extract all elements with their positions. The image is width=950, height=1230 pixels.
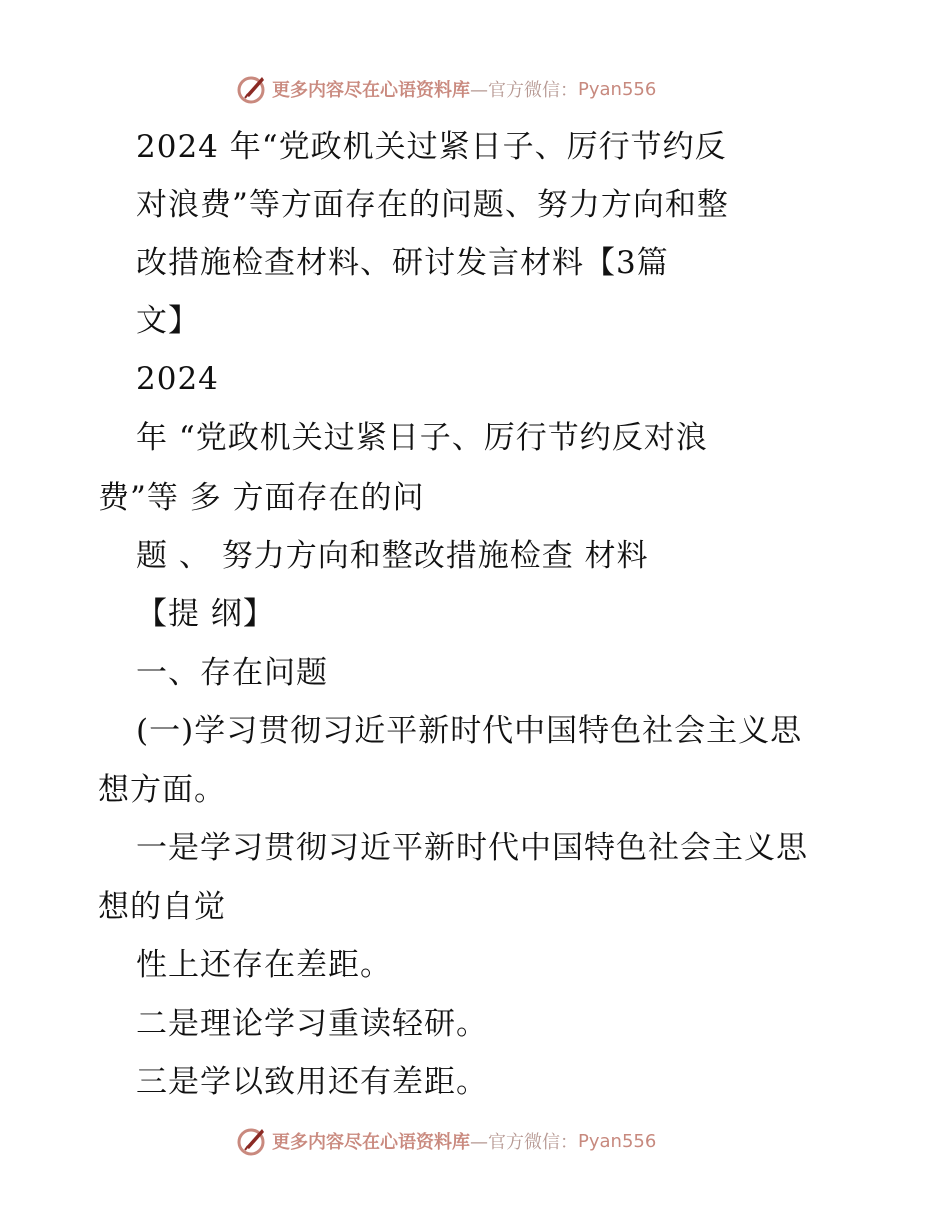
title-line-1: 2024 年“党政机关过紧日子、厉行节约反 — [136, 129, 727, 165]
watermark-separator: —官方微信： — [470, 1132, 578, 1153]
point-1-cont-2: 性上还存在差距。 — [136, 947, 392, 983]
quill-logo-icon — [236, 73, 268, 105]
title-line-4: 文】 — [136, 303, 200, 339]
watermark-wechat-id: Pyan556 — [578, 1130, 657, 1152]
point-3: 三是学以致用还有差距。 — [136, 1064, 488, 1100]
point-1-cont: 想的自觉 — [98, 889, 226, 925]
outline-heading: 【提 纲】 — [136, 596, 275, 632]
watermark-separator: —官方微信： — [470, 80, 578, 101]
subtitle-line-1: 2024 — [136, 361, 219, 397]
title-line-3: 改措施检查材料、研讨发言材料【3篇 — [136, 245, 669, 281]
watermark-text: 更多内容尽在心语资料库 — [272, 1132, 470, 1153]
subtitle-line-2: 年 “党政机关过紧日子、厉行节约反对浪 — [136, 420, 708, 456]
subtitle-line-4: 题 、 努力方向和整改措施检查 材料 — [136, 538, 649, 574]
watermark-header — [236, 72, 656, 106]
watermark-footer — [236, 1124, 656, 1158]
watermark-text: 更多内容尽在心语资料库 — [272, 80, 470, 101]
watermark-wechat-id: Pyan556 — [578, 78, 657, 100]
subtitle-line-3: 费”等 多 方面存在的问 — [98, 480, 425, 516]
quill-logo-icon — [236, 1125, 268, 1157]
section-heading: 一、存在问题 — [136, 655, 328, 691]
point-2: 二是理论学习重读轻研。 — [136, 1006, 488, 1042]
subsection-heading: (一)学习贯彻习近平新时代中国特色社会主义思 — [136, 713, 803, 749]
point-1: 一是学习贯彻习近平新时代中国特色社会主义思 — [136, 830, 808, 866]
subsection-heading-cont: 想方面。 — [98, 772, 226, 808]
title-line-2: 对浪费”等方面存在的问题、努力方向和整 — [136, 187, 729, 223]
